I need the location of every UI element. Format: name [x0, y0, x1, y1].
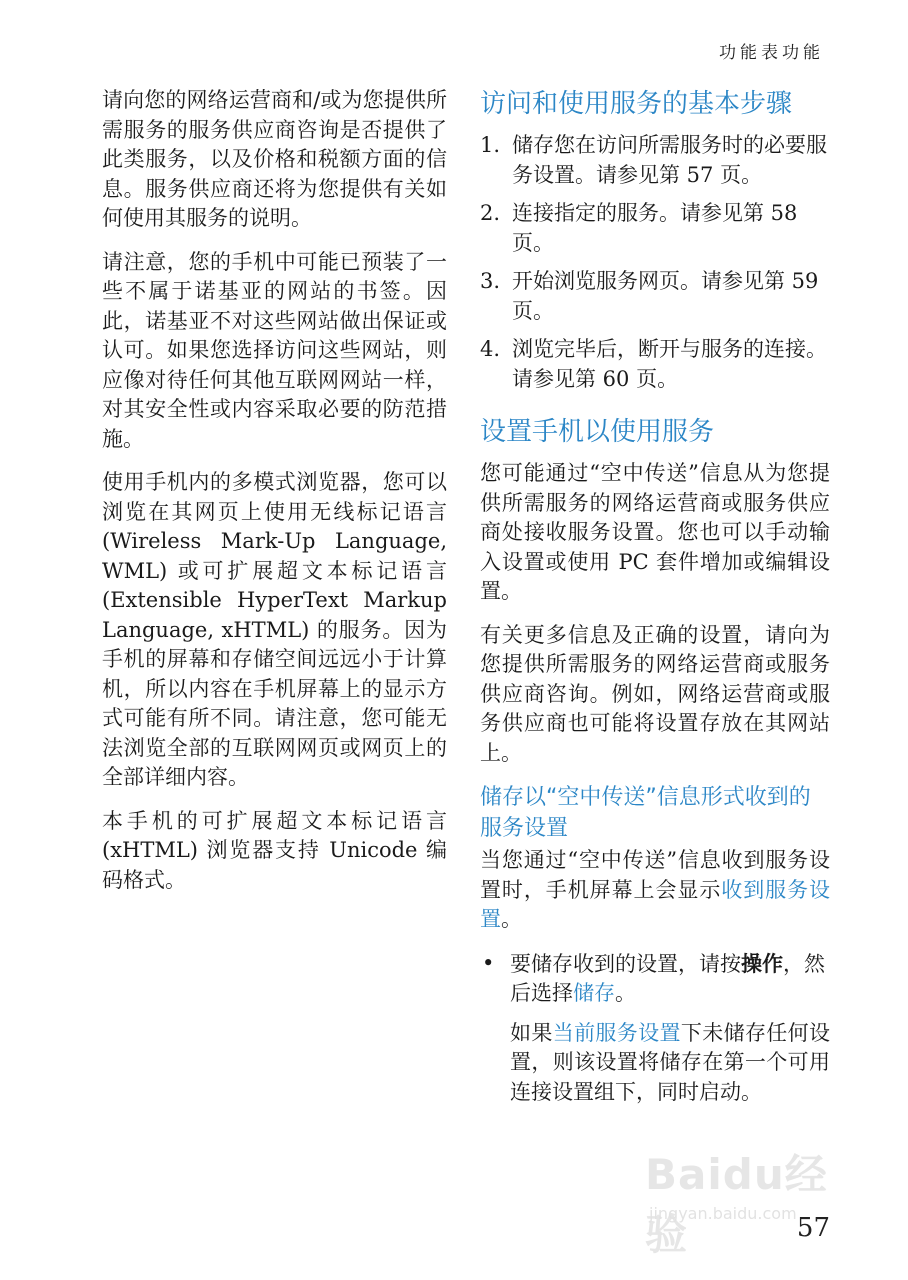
paragraph-browser-description: 使用手机内的多模式浏览器，您可以浏览在其网页上使用无线标记语言 (Wireless Mark-Up Language, WML) 或可扩展超文本标记语言 (Extensible HyperText Markup Language, xHTML) 的服务。因为手机的屏幕和存储空间远远小于计算机，所以内容在手机屏幕上的显示方式可能有所不同。请注意，您可能无法浏览全部的互联网网页或网页上的全部详细内容。	[102, 470, 447, 789]
step-number: 1.	[480, 133, 501, 157]
subsection-title-save-ota: 储存以“空中传送”信息形式收到的服务设置	[480, 785, 811, 841]
paragraph-ota-settings: 您可能通过“空中传送”信息从为您提供所需服务的网络运营商或服务供应商处接收服务设置。您也可以手动输入设置或使用 PC 套件增加或编辑设置。	[480, 461, 830, 603]
paragraph-received-settings	[480, 846, 830, 935]
paragraph-bookmarks-notice: 请注意，您的手机中可能已预装了一些不属于诺基亚的网站的书签。因此，诺基亚不对这些网站做出保证或认可。如果您选择访问这些网站，则应像对待任何其他互联网网站一样，对其安全性或内容采取必要的防范措施。	[102, 249, 447, 451]
menu-term-save: 储存	[573, 981, 615, 1005]
step-item	[480, 335, 830, 394]
paragraph-more-info: 有关更多信息及正确的设置，请向为您提供所需服务的网络运营商或服务供应商咨询。例如，网络运营商或服务供应商也可能将设置存放在其网站上。	[480, 622, 830, 765]
section-title-basic-steps: 访问和使用服务的基本步骤	[480, 89, 793, 119]
step-number: 3.	[480, 269, 501, 293]
text-segment: 。	[501, 907, 522, 931]
key-term-options: 操作	[741, 950, 783, 976]
text-segment: ，然后选择	[510, 951, 825, 1005]
step-item	[480, 131, 830, 190]
text-segment: 。	[615, 981, 636, 1005]
text-segment: 下未储存任何设置，则该设置将储存在第一个可用连接设置组下，同时启动。	[510, 1020, 831, 1104]
instruction-item	[480, 949, 830, 1009]
text-segment: 要储存收到的设置，请按	[510, 951, 741, 976]
bullet-glyph: •	[482, 950, 495, 975]
steps-list	[480, 131, 830, 394]
text-segment: 当您通过“空中传送”信息收到服务设置时，手机屏幕上会显示	[480, 848, 830, 902]
paragraph-current-settings-note	[480, 1019, 830, 1108]
page-number: 57	[796, 1213, 830, 1243]
step-item	[480, 199, 830, 258]
watermark-url: jingyan.baidu.com	[649, 1204, 797, 1223]
section-title-setup-phone: 设置手机以使用服务	[480, 417, 715, 447]
text-segment: 如果	[510, 1020, 553, 1045]
step-text: 开始浏览服务网页。请参见第 59 页。	[512, 269, 819, 323]
running-header: 功能表功能	[719, 43, 824, 63]
menu-term-current-settings: 当前服务设置	[552, 1020, 681, 1045]
step-item	[480, 267, 830, 326]
step-text: 连接指定的服务。请参见第 58 页。	[512, 201, 798, 255]
paragraph-service-inquiry: 请向您的网络运营商和/或为您提供所需服务的服务供应商咨询是否提供了此类服务，以及价格和税额方面的信息。服务供应商还将为您提供有关如何使用其服务的说明。	[102, 88, 447, 230]
right-column	[480, 86, 830, 1121]
step-text: 储存您在访问所需服务时的必要服务设置。请参见第 57 页。	[512, 133, 827, 187]
watermark-brand: Baidu经验	[645, 1150, 828, 1259]
menu-term-received-settings: 收到服务设置	[480, 877, 830, 931]
instruction-list	[480, 949, 830, 1009]
step-number: 4.	[480, 337, 501, 361]
step-text: 浏览完毕后，断开与服务的连接。请参见第 60 页。	[512, 337, 827, 391]
paragraph-unicode-support: 本手机的可扩展超文本标记语言 (xHTML) 浏览器支持 Unicode 编码格式。	[102, 808, 447, 892]
left-column	[102, 86, 447, 909]
step-number: 2.	[480, 201, 501, 225]
